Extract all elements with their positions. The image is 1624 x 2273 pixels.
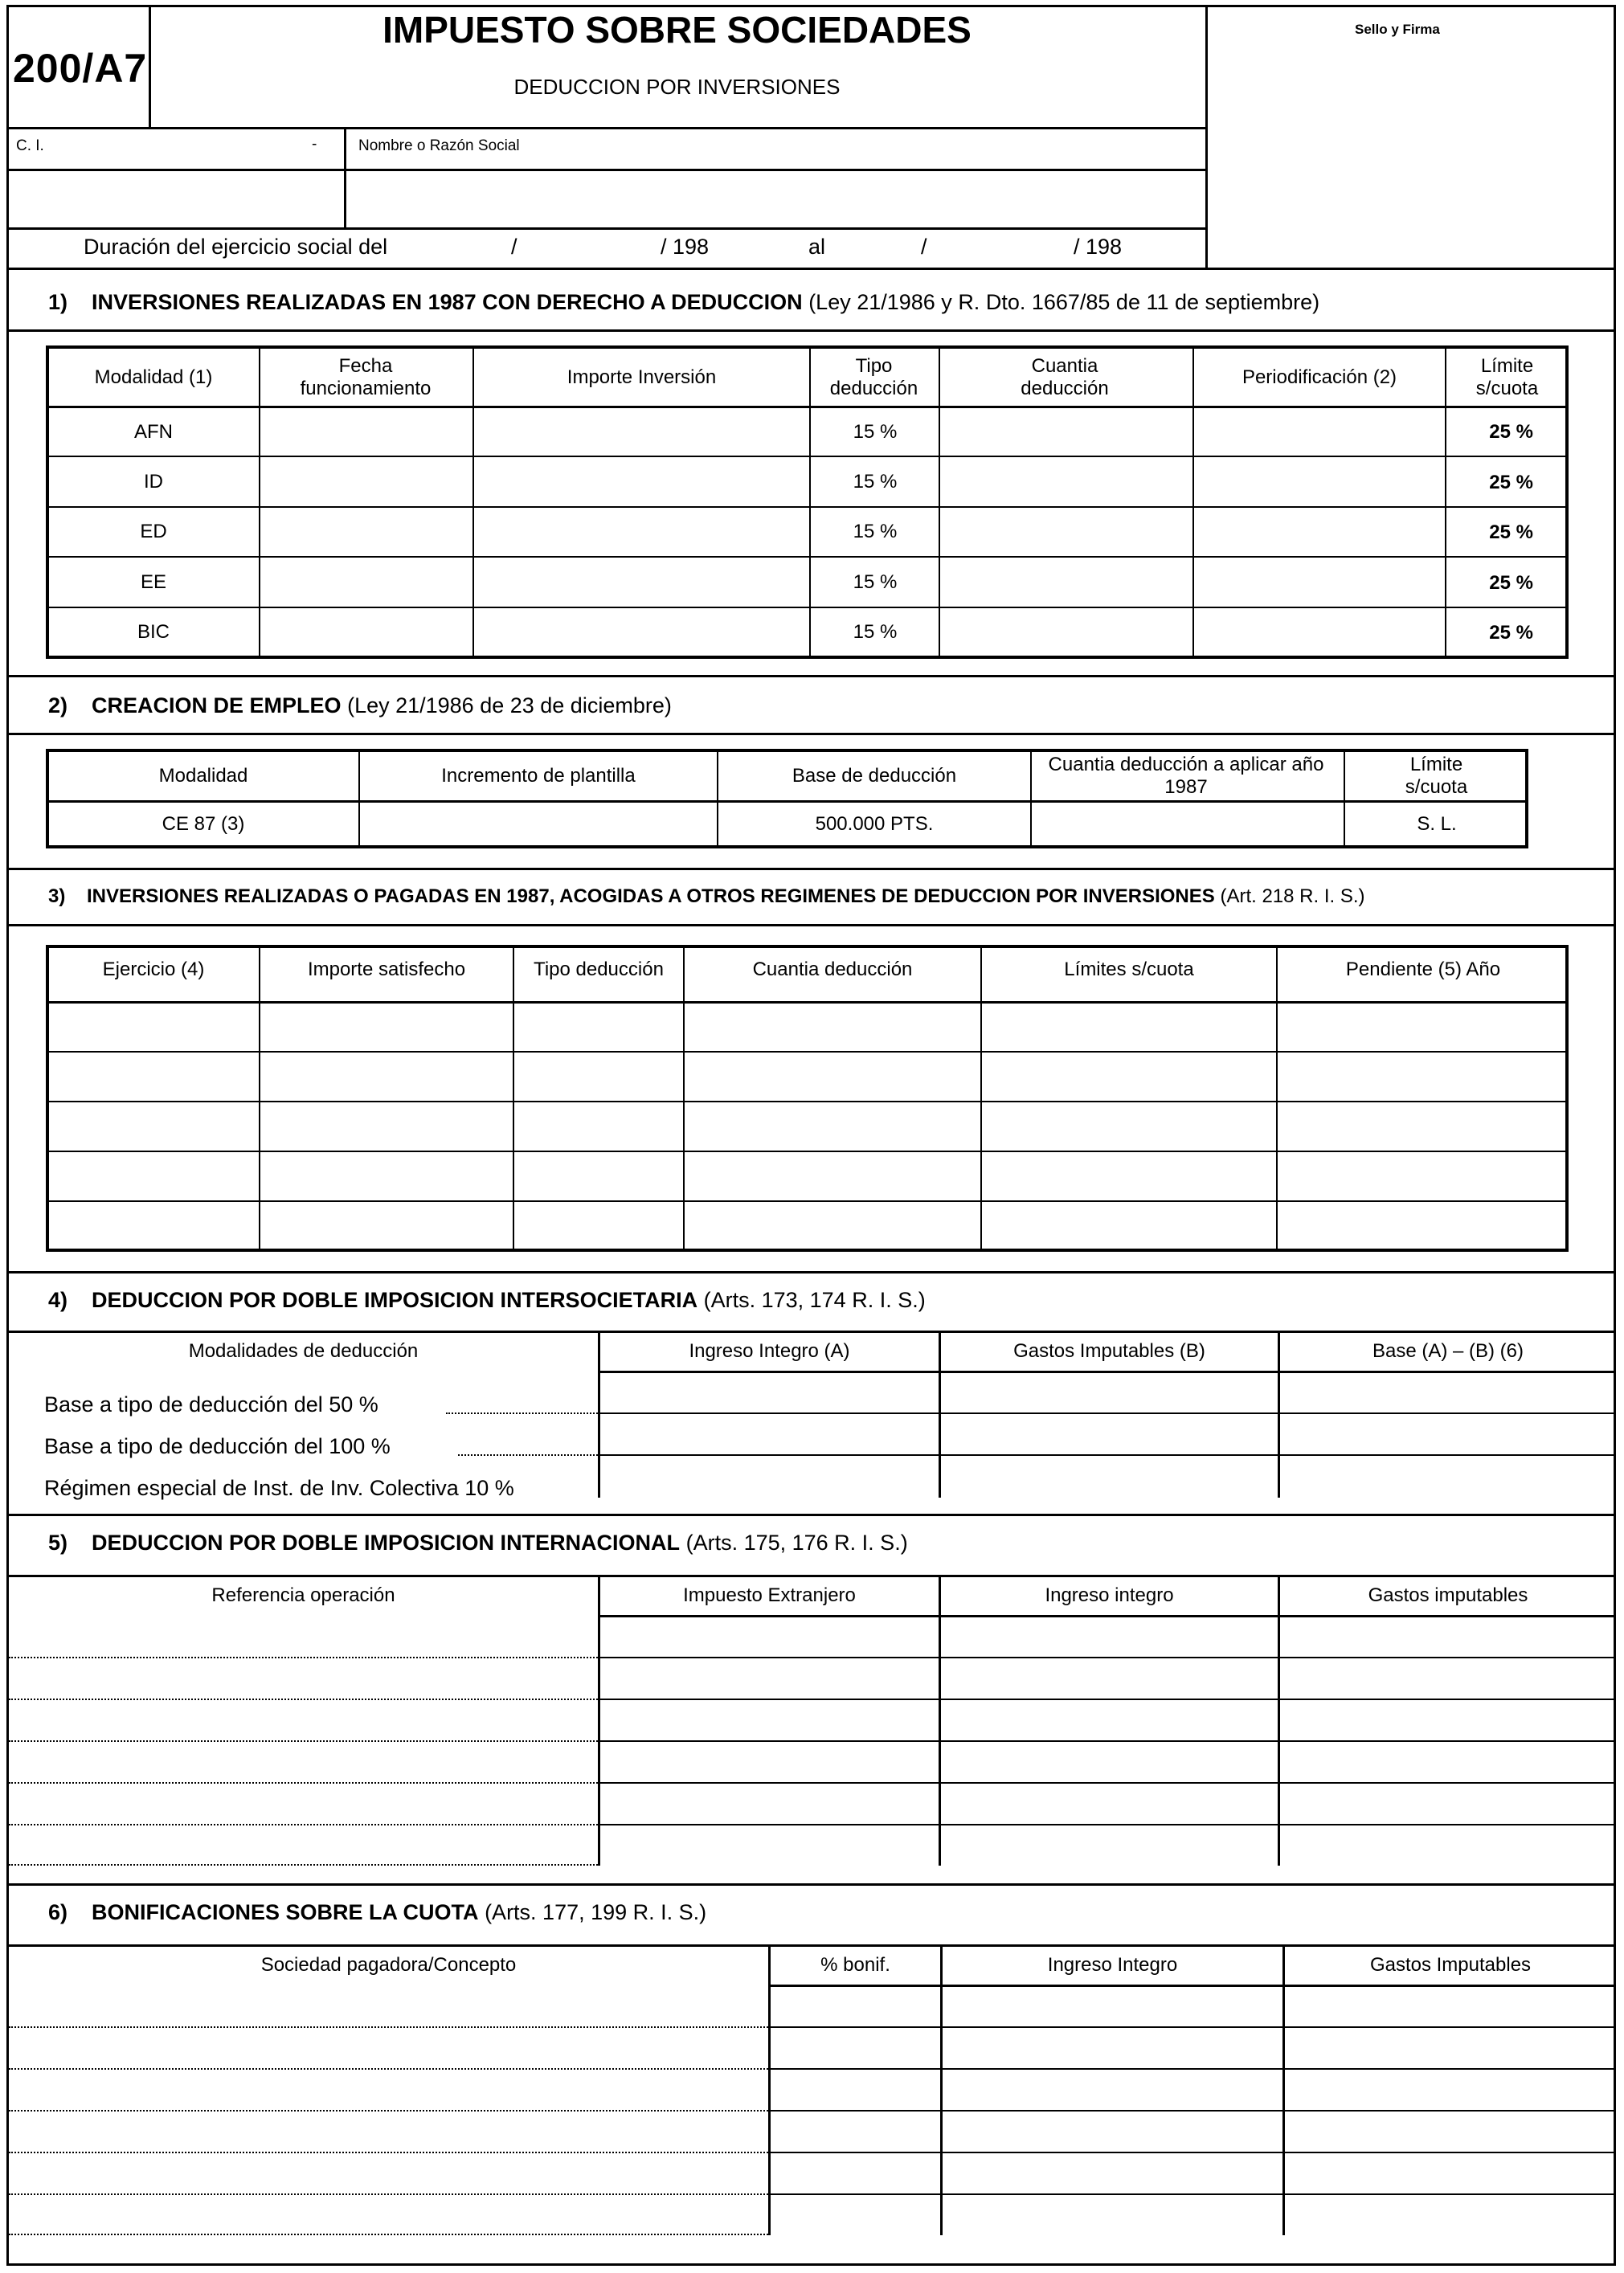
date-slash-2: / bbox=[921, 235, 927, 259]
s3-header-limites: Límites s/cuota bbox=[1064, 959, 1194, 980]
form-subtitle: DEDUCCION POR INVERSIONES bbox=[513, 75, 841, 99]
s1-header-tipo: Tipo deducción bbox=[829, 354, 918, 399]
s1-row-ed-tipo: 15 % bbox=[853, 521, 898, 542]
section-1-number: 1) bbox=[48, 290, 68, 314]
section-1-heading bbox=[48, 291, 1319, 315]
s2-header-base: Base de deducción bbox=[792, 765, 957, 787]
s2-row-limite: S. L. bbox=[1417, 813, 1457, 835]
ci-dash: - bbox=[312, 136, 317, 153]
section-4-heading bbox=[48, 1289, 926, 1313]
form-title: IMPUESTO SOBRE SOCIEDADES bbox=[382, 9, 972, 51]
s1-row-afn-limite: 25 % bbox=[1489, 421, 1533, 443]
section-3-heading bbox=[48, 886, 1365, 907]
date-al: al bbox=[808, 235, 826, 259]
sello-firma-area[interactable] bbox=[1208, 7, 1614, 268]
s1-header-cuantia: Cuantia deducción bbox=[1021, 354, 1109, 399]
s5-header-referencia: Referencia operación bbox=[211, 1584, 395, 1606]
s1-row-ed-mod: ED bbox=[140, 521, 167, 542]
s2-header-incremento: Incremento de plantilla bbox=[441, 765, 636, 787]
section-3-number: 3) bbox=[48, 885, 66, 907]
s3-header-ejercicio: Ejercicio (4) bbox=[102, 959, 205, 980]
form-code: 200/A7 bbox=[13, 46, 148, 91]
section-1-ref: (Ley 21/1986 y R. Dto. 1667/85 de 11 de septiembre) bbox=[808, 290, 1320, 314]
section-6-heading bbox=[48, 1901, 706, 1925]
s6-header-bonif: % bonif. bbox=[820, 1954, 890, 1976]
s4-header-gastos: Gastos Imputables (B) bbox=[1013, 1340, 1205, 1362]
s3-header-tipo: Tipo deducción bbox=[534, 959, 664, 980]
s1-row-ed-limite: 25 % bbox=[1489, 521, 1533, 543]
section-1-title: INVERSIONES REALIZADAS EN 1987 CON DERECHO A DEDUCCION bbox=[92, 290, 803, 314]
section-6-title: BONIFICACIONES SOBRE LA CUOTA bbox=[92, 1900, 479, 1924]
s1-header-periodificacion: Periodificación (2) bbox=[1242, 366, 1397, 388]
section-2-heading bbox=[48, 694, 672, 718]
s1-row-afn-tipo: 15 % bbox=[853, 420, 898, 443]
s3-header-cuantia: Cuantia deducción bbox=[752, 959, 913, 980]
s4-header-ingreso: Ingreso Integro (A) bbox=[689, 1340, 850, 1362]
section-3-table bbox=[46, 945, 1569, 1252]
section-6-number: 6) bbox=[48, 1900, 68, 1924]
section-6-ref: (Arts. 177, 199 R. I. S.) bbox=[485, 1900, 707, 1924]
s3-header-pendiente: Pendiente (5) Año bbox=[1345, 959, 1501, 980]
ci-label: C. I. bbox=[16, 137, 44, 154]
s1-header-fecha: Fecha funcionamiento bbox=[300, 354, 432, 399]
nombre-label: Nombre o Razón Social bbox=[358, 137, 520, 154]
s6-header-sociedad: Sociedad pagadora/Concepto bbox=[260, 1954, 517, 1976]
s1-header-modalidad: Modalidad (1) bbox=[94, 366, 213, 388]
section-5-number: 5) bbox=[48, 1531, 68, 1555]
date-year-1: / 198 bbox=[661, 235, 710, 259]
s1-row-ee-tipo: 15 % bbox=[853, 571, 898, 593]
s5-header-ingreso: Ingreso integro bbox=[1045, 1584, 1174, 1606]
s1-row-id-mod: ID bbox=[144, 471, 163, 493]
section-2-title: CREACION DE EMPLEO bbox=[92, 693, 342, 717]
s2-row-mod: CE 87 (3) bbox=[162, 813, 245, 835]
s1-row-ee-limite: 25 % bbox=[1489, 572, 1533, 594]
section-3-title: INVERSIONES REALIZADAS O PAGADAS EN 1987, ACOGIDAS A OTROS REGIMENES DE DEDUCCION POR INVERSIONES bbox=[87, 885, 1215, 907]
section-4-title: DEDUCCION POR DOBLE IMPOSICION INTERSOCIETARIA bbox=[92, 1288, 698, 1312]
section-5-title: DEDUCCION POR DOBLE IMPOSICION INTERNACIONAL bbox=[92, 1531, 681, 1555]
s5-header-gastos: Gastos imputables bbox=[1368, 1584, 1528, 1606]
s4-row-100: Base a tipo de deducción del 100 % bbox=[44, 1434, 391, 1458]
s1-row-afn-mod: AFN bbox=[134, 420, 173, 443]
s3-header-importe: Importe satisfecho bbox=[307, 959, 466, 980]
section-2-ref: (Ley 21/1986 de 23 de diciembre) bbox=[347, 693, 672, 717]
s1-header-limite: Límite s/cuota bbox=[1475, 354, 1539, 399]
section-5-ref: (Arts. 175, 176 R. I. S.) bbox=[685, 1531, 908, 1555]
section-5-heading bbox=[48, 1531, 908, 1556]
s2-row-base: 500.000 PTS. bbox=[815, 813, 934, 835]
s4-header-base: Base (A) – (B) (6) bbox=[1372, 1340, 1524, 1362]
s1-row-ee-mod: EE bbox=[140, 571, 166, 593]
s2-header-limite: Límite s/cuota bbox=[1405, 754, 1468, 798]
ci-field[interactable] bbox=[9, 171, 342, 227]
s1-row-bic-limite: 25 % bbox=[1489, 622, 1533, 644]
s2-header-modalidad: Modalidad bbox=[158, 765, 248, 787]
sello-firma-label: Sello y Firma bbox=[1355, 22, 1440, 37]
s6-header-gastos: Gastos Imputables bbox=[1369, 1954, 1532, 1976]
s5-header-impuesto: Impuesto Extranjero bbox=[683, 1584, 856, 1606]
s4-header-modalidades: Modalidades de deducción bbox=[188, 1340, 419, 1362]
section-4-number: 4) bbox=[48, 1288, 68, 1312]
duracion-label: Duración del ejercicio social del bbox=[84, 235, 388, 259]
s1-row-bic-tipo: 15 % bbox=[853, 621, 898, 643]
date-slash-1: / bbox=[511, 235, 517, 259]
s1-header-importe: Importe Inversión bbox=[567, 366, 717, 388]
s6-header-ingreso: Ingreso Integro bbox=[1047, 1954, 1178, 1976]
section-2-number: 2) bbox=[48, 693, 68, 717]
section-3-ref: (Art. 218 R. I. S.) bbox=[1220, 885, 1365, 907]
nombre-field[interactable] bbox=[346, 171, 1205, 227]
date-year-2: / 198 bbox=[1074, 235, 1123, 259]
s1-row-id-tipo: 15 % bbox=[853, 471, 898, 493]
s1-row-bic-mod: BIC bbox=[137, 621, 170, 643]
s4-row-iic: Régimen especial de Inst. de Inv. Colectiva 10 % bbox=[44, 1476, 514, 1500]
s2-header-cuantia: Cuantia deducción a aplicar año 1987 bbox=[1048, 754, 1324, 798]
s1-row-id-limite: 25 % bbox=[1489, 472, 1533, 493]
section-4-ref: (Arts. 173, 174 R. I. S.) bbox=[703, 1288, 926, 1312]
s4-row-50: Base a tipo de deducción del 50 % bbox=[44, 1392, 378, 1417]
